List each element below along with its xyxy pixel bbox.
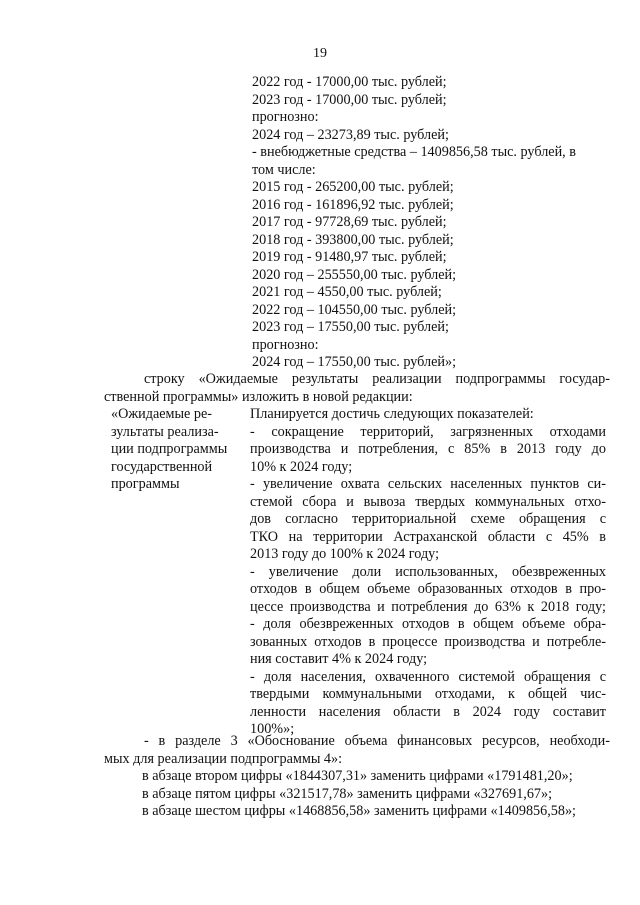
amendment-line: в абзаце втором цифры «1844307,31» заменить цифрами «1791481,20»; (142, 768, 573, 784)
funding-line: 2019 год - 91480,97 тыс. рублей; (252, 249, 447, 265)
results-content-column (250, 406, 606, 739)
results-line: - увеличение охвата сельских населенных пунктов си- (250, 476, 606, 492)
funding-line: 2015 год - 265200,00 тыс. рублей; (252, 179, 454, 195)
results-line: 100%»; (250, 721, 295, 737)
funding-line: 2023 год – 17550,00 тыс. рублей; (252, 319, 449, 335)
funding-line: прогнозно: (252, 109, 319, 125)
funding-line: 2022 год - 17000,00 тыс. рублей; (252, 74, 447, 90)
intro-paragraph (104, 371, 610, 406)
amendment-line: мых для реализации подпрограммы 4»: (104, 750, 343, 767)
results-line: ния составит 4% к 2024 году; (250, 651, 428, 667)
funding-line: 2018 год - 393800,00 тыс. рублей; (252, 231, 454, 248)
funding-line: 2016 год - 161896,92 тыс. рублей; (252, 196, 454, 213)
funding-line: прогнозно: (252, 336, 319, 353)
intro-line: ственной программы» изложить в новой редакции: (104, 388, 413, 405)
results-line: - увеличение доли использованных, обезвреженных (250, 563, 606, 580)
results-line: твердыми коммунальными отходами, к общей чис- (250, 686, 606, 702)
results-label-line: программы (111, 476, 180, 492)
page-number: 19 (313, 46, 327, 61)
results-line: цессе производства и потребления до 63% к 2018 году; (250, 598, 606, 615)
funding-line: 2024 год – 23273,89 тыс. рублей; (252, 126, 449, 143)
funding-line: 2017 год - 97728,69 тыс. рублей; (252, 214, 447, 230)
results-line: 2013 году до 100% к 2024 году; (250, 546, 440, 562)
results-line: Планируется достичь следующих показателей: (250, 406, 534, 422)
results-line: зованных отходов в процессе производства и потребле- (250, 633, 606, 650)
funding-line: 2021 год – 4550,00 тыс. рублей; (252, 284, 442, 300)
results-line: стемой сбора и вывоза твердых коммунальных отхо- (250, 493, 606, 510)
results-line: ленности населения области в 2024 году составит (250, 703, 606, 720)
results-line: 10% к 2024 году; (250, 458, 353, 475)
results-label-line: государственной (111, 458, 213, 475)
funding-list (252, 74, 612, 372)
funding-line: - внебюджетные средства – 1409856,58 тыс. рублей, в (252, 144, 576, 160)
amendment-line: в абзаце шестом цифры «1468856,58» заменить цифрами «1409856,58»; (142, 803, 576, 819)
funding-line: 2022 год – 104550,00 тыс. рублей; (252, 301, 457, 318)
results-line: отходов в общем объеме образованных отходов в про- (250, 581, 606, 597)
intro-line: строку «Ожидаемые результаты реализации подпрограммы государ- (144, 371, 610, 387)
results-line: производства и потребления, с 85% в 2013 году до (250, 441, 606, 457)
amendments-section (104, 733, 610, 821)
results-line: - доля обезвреженных отходов в общем объеме обра- (250, 616, 606, 632)
amendment-line: - в разделе 3 «Обоснование объема финансовых ресурсов, необходи- (144, 733, 610, 749)
results-line: - доля населения, охваченного системой обращения с (250, 668, 606, 685)
results-line: - сокращение территорий, загрязненных отходами (250, 423, 606, 440)
results-label-line: «Ожидаемые ре- (111, 406, 213, 422)
amendment-line: в абзаце пятом цифры «321517,78» заменить цифрами «327691,67»; (142, 785, 553, 802)
results-line: дов согласно территориальной схеме обращения с (250, 511, 606, 527)
funding-line: том числе: (252, 161, 316, 178)
results-label-column (111, 406, 236, 494)
funding-line: 2023 год - 17000,00 тыс. рублей; (252, 91, 447, 108)
results-label-line: зультаты реализа- (111, 423, 219, 440)
results-label-line: ции подпрограммы (111, 441, 228, 457)
results-line: ТКО на территории Астраханской области с 45% в (250, 528, 606, 545)
funding-line: 2020 год – 255550,00 тыс. рублей; (252, 266, 457, 283)
funding-line: 2024 год – 17550,00 тыс. рублей»; (252, 354, 457, 370)
